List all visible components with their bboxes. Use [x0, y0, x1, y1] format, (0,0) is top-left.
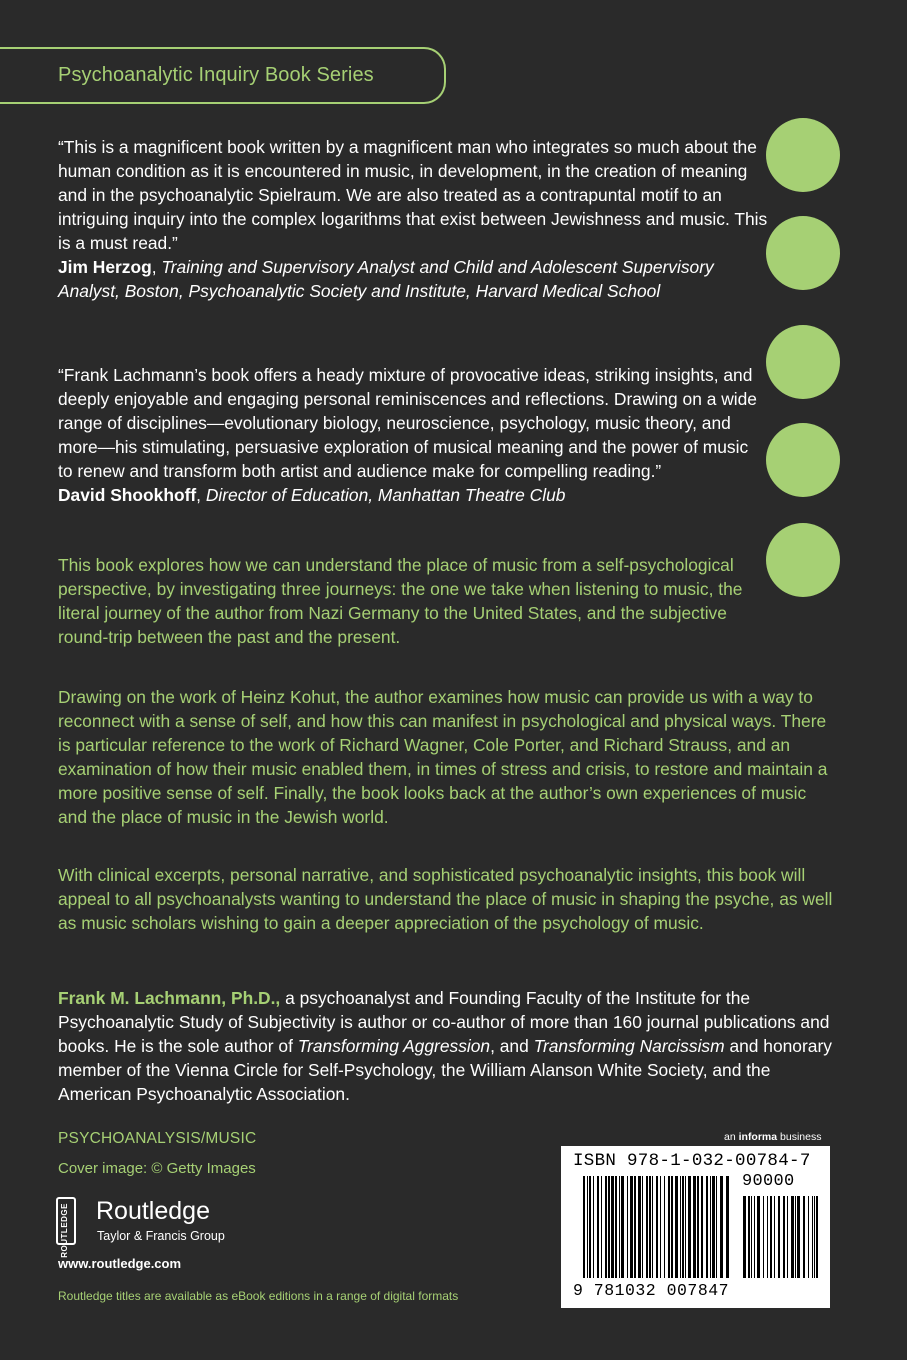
addon-bar: [808, 1196, 809, 1278]
endorsement-quote: [58, 363, 758, 507]
barcode-bar: [652, 1176, 653, 1278]
addon-bar: [751, 1196, 752, 1278]
endorsement-quote: [58, 135, 770, 303]
barcode-digits: 9 781032 007847: [573, 1281, 730, 1300]
addon-bar: [763, 1196, 764, 1278]
green-dot: [766, 118, 840, 192]
barcode-bar: [660, 1176, 661, 1278]
addon-bar: [774, 1196, 775, 1278]
routledge-logo-lettering: ROUTLEDGE: [60, 1203, 69, 1258]
barcode-bar: [638, 1176, 641, 1278]
addon-bar: [814, 1196, 815, 1278]
barcode-bar: [634, 1176, 636, 1278]
addon-bar: [754, 1196, 755, 1278]
barcode-bar: [664, 1176, 665, 1278]
barcode-bar: [601, 1176, 602, 1278]
barcode-bar: [649, 1176, 651, 1278]
author-name: Frank M. Lachmann, Ph.D.,: [58, 988, 281, 1008]
green-dot: [766, 523, 840, 597]
green-dot: [766, 423, 840, 497]
addon-bar: [767, 1196, 768, 1278]
addon-bar: [791, 1196, 794, 1278]
addon-bar: [787, 1196, 788, 1278]
addon-bar: [816, 1196, 818, 1278]
barcode-bar: [627, 1176, 628, 1278]
barcode-bar: [608, 1176, 610, 1278]
isbn-barcode: [561, 1146, 830, 1308]
quote-text: “Frank Lachmann’s book offers a heady mixture of provocative ideas, striking insights, and deeply enjoyable and engaging personal reminiscences and reflections. Drawing on a wide range of disciplines—evolutionary biology, neuroscience, psychology, music theory, and more—his stimulating, persuasive exploration of musical meaning and the power of music to renew and transform both artist and audience make for compelling reading.”: [58, 365, 757, 481]
quote-attribution: Jim Herzog, Training and Supervisory Analyst and Child and Adolescent Supervisory Analyst, Boston, Psychoanalytic Society and Institute, Harvard Medical School: [58, 257, 714, 301]
quote-text: “This is a magnificent book written by a magnificent man who integrates so much about the human condition as it is encountered in music, in development, in the creation of meaning and in the psychoanalytic Spielraum. We are also treated as a contrapuntal motif to an intriguing inquiry into the complex logarithms that exist between Jewishness and music. This is a must read.”: [58, 137, 768, 253]
addon-bar: [748, 1196, 750, 1278]
price-addon: 90000: [742, 1172, 795, 1191]
barcode-bar: [668, 1176, 670, 1278]
barcode-bar: [701, 1176, 703, 1278]
barcode-bar: [671, 1176, 673, 1278]
barcode-bar: [682, 1176, 684, 1278]
addon-bar: [783, 1196, 785, 1278]
barcode-bar: [615, 1176, 617, 1278]
addon-bar: [797, 1196, 800, 1278]
barcode-bar: [621, 1176, 624, 1278]
barcode-bar: [656, 1176, 658, 1278]
barcode-bar: [720, 1176, 723, 1278]
barcode-bar: [697, 1176, 699, 1278]
barcode-bar: [587, 1176, 588, 1278]
barcode-bar: [630, 1176, 633, 1278]
publisher-website: www.routledge.com: [58, 1256, 182, 1271]
addon-bar: [743, 1196, 746, 1278]
publisher-group: Taylor & Francis Group: [97, 1229, 225, 1243]
author-bio: Frank M. Lachmann, Ph.D., a psychoanalyst and Founding Faculty of the Institute for the Psychoanalytic Study of Subjectivity is author or co-author of more than 160 journal publications and books. He is the sole author of Transforming Aggression, and Transforming Narcissism and honorary member of the Vienna Circle for Self-Psychology, the William Alanson White Society, and the American Psychoanalytic Association.: [58, 988, 832, 1104]
barcode-bar: [642, 1176, 643, 1278]
description-paragraph: With clinical excerpts, personal narrative, and sophisticated psychoanalytic insights, this book will appeal to all psychoanalysts wanting to understand the place of music in shaping the psyche, as well as music scholars wishing to gain a deeper appreciation of the psychology of music.: [58, 865, 833, 933]
addon-bar: [795, 1196, 796, 1278]
barcode-bar: [710, 1176, 711, 1278]
description-paragraph: Drawing on the work of Heinz Kohut, the author examines how music can provide us with a way to reconnect with a sense of self, and how this can manifest in psychological and physical ways. There is particular reference to the work of Richard Wagner, Cole Porter, and Richard Strauss, and an examination of how their music enabled them, in times of stress and crisis, to restore and maintain a more positive sense of self. Finally, the book looks back at the author’s own experiences of music and the place of music in the Jewish world.: [58, 687, 828, 827]
quote-attribution: David Shookhoff, Director of Education, Manhattan Theatre Club: [58, 485, 566, 505]
barcode-bar: [597, 1176, 599, 1278]
barcode-bar: [688, 1176, 691, 1278]
subject-category: PSYCHOANALYSIS/MUSIC: [58, 1130, 257, 1147]
informa-brand: informa: [738, 1131, 778, 1143]
green-dot: [766, 216, 840, 290]
endorser-name: David Shookhoff: [58, 485, 197, 505]
informa-tagline: an informa business: [724, 1131, 822, 1143]
cover-credit: Cover image: © Getty Images: [58, 1160, 256, 1177]
addon-bar: [757, 1196, 760, 1278]
barcode-bar: [706, 1176, 708, 1278]
barcode-bar: [726, 1176, 729, 1278]
addon-bar: [803, 1196, 805, 1278]
isbn-label: ISBN 978-1-032-00784-7: [573, 1151, 811, 1171]
ebook-note: Routledge titles are available as eBook editions in a range of digital formats: [58, 1289, 459, 1303]
barcode-bar: [605, 1176, 607, 1278]
barcode-bar: [716, 1176, 717, 1278]
barcode-bar: [589, 1176, 591, 1278]
publisher-name: Routledge: [96, 1197, 210, 1225]
book-title: Transforming Aggression: [297, 1036, 491, 1056]
endorser-role: Training and Supervisory Analyst and Child and Adolescent Supervisory Analyst, Boston, Psychoanalytic Society and Institute, Harvard Medical School: [58, 257, 714, 301]
book-title: Transforming Narcissism: [533, 1036, 725, 1056]
barcode-bar: [619, 1176, 620, 1278]
series-title: Psychoanalytic Inquiry Book Series: [58, 64, 374, 86]
addon-bar: [770, 1196, 772, 1278]
barcode-bar: [693, 1176, 696, 1278]
barcode-bar: [646, 1176, 648, 1278]
addon-bar: [778, 1196, 780, 1278]
barcode-bar: [593, 1176, 594, 1278]
barcode-bar: [680, 1176, 681, 1278]
addon-bar: [812, 1196, 813, 1278]
barcode-bar: [712, 1176, 715, 1278]
endorser-role: Director of Education, Manhattan Theatre Club: [205, 485, 566, 505]
barcode-bar: [685, 1176, 686, 1278]
barcode-bar: [583, 1176, 585, 1278]
green-dot: [766, 325, 840, 399]
endorser-name: Jim Herzog: [58, 257, 152, 277]
barcode-bar: [675, 1176, 678, 1278]
description-paragraph: This book explores how we can understand the place of music from a self-psychological perspective, by investigating three journeys: the one we take when listening to music, the literal journey of the author from Nazi Germany to the United States, and the subjective round-trip between the past and the present.: [58, 555, 743, 647]
barcode-bar: [611, 1176, 614, 1278]
